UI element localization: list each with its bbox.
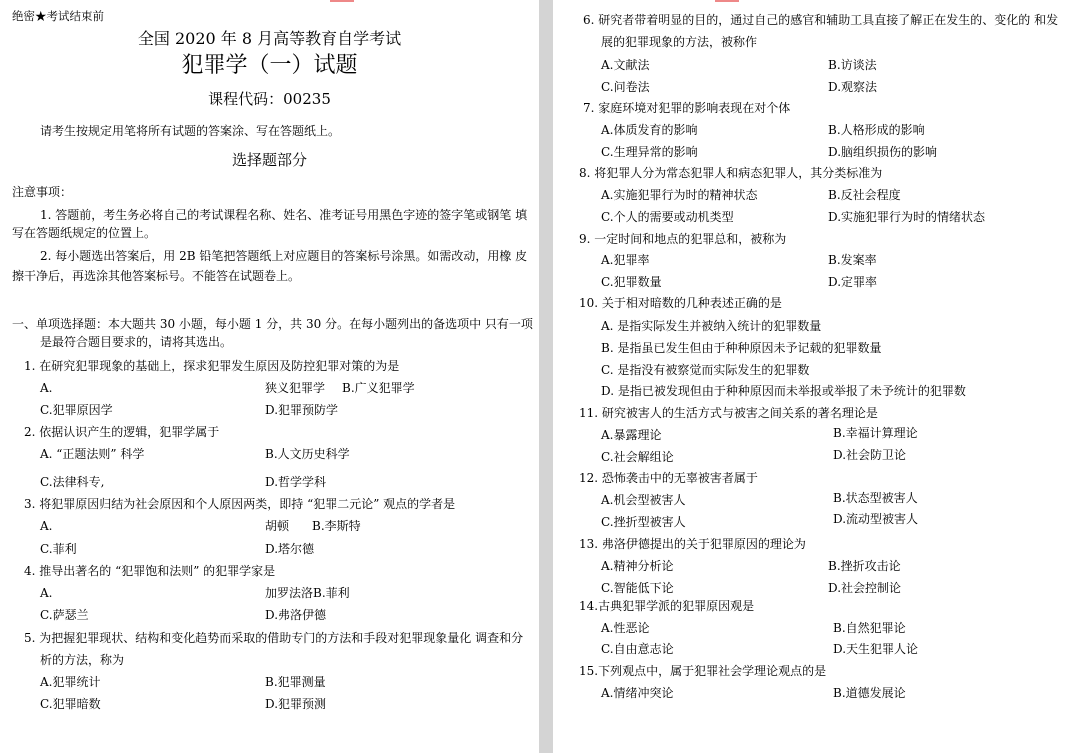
exam-heading: 全国 2020 年 8 月高等教育自学考试 (137, 29, 402, 48)
q14-option-d: D.天生犯罪人论 (833, 642, 919, 656)
q3-option-a-text: 胡顿 (265, 519, 290, 533)
part1-instruction-line-1: 一、单项选择题：本大题共 30 小题，每小题 1 分，共 30 分。在每小题列出的备选项中 只有一项 (12, 317, 533, 331)
q4-option-a-text: 加罗法洛 (265, 586, 314, 600)
q2-option-d: D.哲学学科 (265, 475, 327, 489)
question-7: 7. 家庭环境对犯罪的影响表现在对个体 (583, 101, 791, 115)
q1-option-b: B.广义犯罪学 (342, 381, 415, 395)
question-8: 8. 将犯罪人分为常态犯罪人和病态犯罪人，其分类标准为 (579, 166, 883, 180)
question-4: 4. 推导出著名的 “犯罪饱和法则” 的犯罪学家是 (24, 564, 276, 578)
q12-option-c: C.挫折型被害人 (601, 515, 686, 529)
q5-option-b: B.犯罪测量 (265, 675, 326, 689)
question-9: 9. 一定时间和地点的犯罪总和，被称为 (579, 232, 787, 246)
q6-option-c: C.问卷法 (601, 80, 650, 94)
q2-option-a: A. “正题法则” 科学 (40, 447, 145, 461)
q12-option-a: A.机会型被害人 (601, 493, 686, 507)
q2-option-c: C.法律科专, (40, 475, 105, 489)
q7-option-b: B.人格形成的影响 (828, 123, 925, 137)
q6-option-b: B.访谈法 (828, 58, 877, 72)
q9-option-b: B.发案率 (828, 253, 877, 267)
q10-option-a: A. 是指实际发生并被纳入统计的犯罪数量 (601, 319, 822, 333)
q10-option-b: B. 是指虽已发生但由于种种原因未予记载的犯罪数量 (601, 341, 882, 355)
course-code: 课程代码：00235 (208, 90, 331, 108)
section-title: 选择题部分 (231, 151, 307, 169)
q12-option-b: B.状态型被害人 (833, 491, 918, 505)
q3-option-c: C.菲利 (40, 542, 77, 556)
q7-option-d: D.脑组织损伤的影响 (828, 145, 938, 159)
q11-option-b: B.幸福计算理论 (833, 426, 918, 440)
q8-option-a: A.实施犯罪行为时的精神状态 (601, 188, 758, 202)
q7-option-a: A.体质发育的影响 (601, 123, 698, 137)
q3-option-d: D.塔尔德 (265, 542, 315, 556)
question-14: 14.古典犯罪学派的犯罪原因观是 (579, 599, 755, 613)
q10-option-d: D. 是指已被发现但由于种种原因而未举报或举报了未予统计的犯罪数 (601, 384, 966, 398)
q2-option-b: B.人文历史科学 (265, 447, 350, 461)
question-5-line-2: 析的方法，称为 (40, 653, 125, 667)
q6-option-a: A.文献法 (601, 58, 650, 72)
page-mark (715, 0, 739, 2)
question-10: 10. 关于相对暗数的几种表述正确的是 (579, 296, 782, 310)
note-2-line-2: 擦干净后，再选涂其他答案标号。不能答在试题卷上。 (12, 269, 301, 283)
question-3: 3. 将犯罪原因归结为社会原因和个人原因两类，即持 “犯罪二元论” 观点的学者是 (24, 497, 456, 511)
q5-option-d: D.犯罪预测 (265, 697, 327, 711)
question-5-line-1: 5. 为把握犯罪现状、结构和变化趋势而采取的借助专门的方法和手段对犯罪现象量化 调查和分 (24, 631, 524, 645)
q10-option-c: C. 是指没有被察觉而实际发生的犯罪数 (601, 363, 810, 377)
q5-option-a: A.犯罪统计 (40, 675, 101, 689)
q11-option-d: D.社会防卫论 (833, 448, 907, 462)
question-6-line-1: 6. 研究者带着明显的目的，通过自己的感官和辅助工具直接了解正在发生的、变化的 和发 (583, 13, 1059, 27)
q6-option-d: D.观察法 (828, 80, 878, 94)
q13-option-c: C.智能低下论 (601, 581, 674, 595)
q7-option-c: C.生理异常的影响 (601, 145, 698, 159)
instruction: 请考生按规定用笔将所有试题的答案涂、写在答题纸上。 (40, 124, 341, 138)
note-1-line-1: 1. 答题前，考生务必将自己的考试课程名称、姓名、准考证号用黑色字迹的签字笔或钢笔 填 (40, 208, 528, 222)
q3-option-a: A. (40, 519, 53, 533)
q8-option-c: C.个人的需要或动机类型 (601, 210, 734, 224)
q13-option-d: D.社会控制论 (828, 581, 902, 595)
part1-instruction-line-2: 是最符合题目要求的，请将其选出。 (40, 335, 233, 349)
note-1-line-2: 写在答题纸规定的位置上。 (12, 226, 157, 240)
q13-option-b: B.挫折攻击论 (828, 559, 901, 573)
question-15: 15.下列观点中，属于犯罪社会学理论观点的是 (579, 664, 827, 678)
q15-option-a: A.情绪冲突论 (601, 686, 674, 700)
question-12: 12. 恐怖袭击中的无辜被害者属于 (579, 471, 758, 485)
q9-option-a: A.犯罪率 (601, 253, 650, 267)
q8-option-b: B.反社会程度 (828, 188, 901, 202)
q11-option-a: A.暴露理论 (601, 428, 662, 442)
question-6-line-2: 展的犯罪现象的方法，被称作 (601, 35, 758, 49)
notes-title: 注意事项： (12, 185, 73, 199)
exam-title: 犯罪学（一）试题 (181, 53, 358, 78)
q4-option-d: D.弗洛伊德 (265, 608, 327, 622)
question-11: 11. 研究被害人的生活方式与被害之间关系的著名理论是 (579, 406, 878, 420)
page-mark (330, 0, 354, 2)
q13-option-a: A.精神分析论 (601, 559, 674, 573)
q9-option-d: D.定罪率 (828, 275, 878, 289)
q4-option-b: B.菲利 (313, 586, 350, 600)
q1-option-c: C.犯罪原因学 (40, 403, 113, 417)
q15-option-b: B.道德发展论 (833, 686, 906, 700)
q12-option-d: D.流动型被害人 (833, 512, 919, 526)
page-right (553, 0, 1091, 753)
question-1: 1. 在研究犯罪现象的基础上，探求犯罪发生原因及防控犯罪对策的为是 (24, 359, 400, 373)
q5-option-c: C.犯罪暗数 (40, 697, 101, 711)
q8-option-d: D.实施犯罪行为时的情绪状态 (828, 210, 986, 224)
q4-option-a: A. (40, 586, 53, 600)
q9-option-c: C.犯罪数量 (601, 275, 662, 289)
q4-option-c: C.萨瑟兰 (40, 608, 89, 622)
question-2: 2. 依据认识产生的逻辑，犯罪学属于 (24, 425, 220, 439)
q1-option-a: A. (40, 381, 53, 395)
q1-option-d: D.犯罪预防学 (265, 403, 339, 417)
question-13: 13. 弗洛伊德提出的关于犯罪原因的理论为 (579, 537, 806, 551)
q14-option-c: C.自由意志论 (601, 642, 674, 656)
q14-option-a: A.性恶论 (601, 621, 650, 635)
q11-option-c: C.社会解组论 (601, 450, 674, 464)
q3-option-b: B.李斯特 (312, 519, 361, 533)
confidential-label: 绝密★考试结束前 (12, 9, 104, 23)
q1-option-a-text: 狭义犯罪学 (265, 381, 326, 395)
note-2-line-1: 2. 每小题选出答案后，用 2B 铅笔把答题纸上对应题目的答案标号涂黑。如需改动，用橡 皮 (40, 249, 528, 263)
page-left (0, 0, 539, 753)
q14-option-b: B.自然犯罪论 (833, 621, 906, 635)
